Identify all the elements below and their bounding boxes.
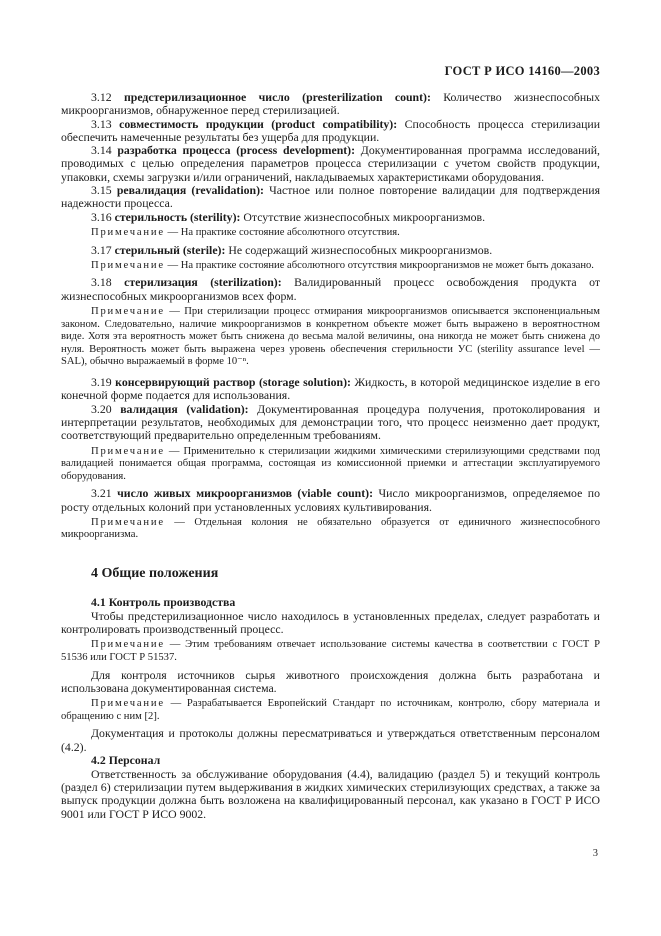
note-3-16 (61, 227, 600, 240)
term-number: 3.20 (91, 401, 112, 416)
term-name: предстерилизационное число (presterilization count): (123, 90, 431, 104)
term-number: 3.15 (91, 183, 112, 198)
definition-3-14 (61, 144, 600, 184)
section-4-1-paragraph-2: Для контроля источников сырья животного происхождения должна быть разработана и использована документированная система. (61, 667, 600, 695)
term-name: стерильность (sterility): (114, 209, 241, 224)
term-definition: Жидкость, в которой медицинское изделие в его конечной форме подается для использования. (61, 375, 601, 403)
page-number: 3 (592, 848, 598, 859)
term-number: 3.19 (91, 375, 112, 390)
note-3-18 (61, 306, 600, 369)
definition-3-18 (61, 276, 600, 303)
section-4-1-paragraph-1: Чтобы предстерилизационное число находилось в установленных пределах, следует разработать и контролировать производственный процесс. (61, 608, 600, 637)
term-name: консервирующий раствор (storage solution): (115, 375, 351, 390)
section-4-2-paragraph-1: Ответственность за обслуживание оборудования (4.4), валидацию (раздел 5) и текущий контроль (раздел 6) стерилизации путем выдерживания в жидких химических стерилизующих средствах, а также за выпуск продукции должна быть возложена на квалифицированный персонал, как указано в ГОСТ Р ИСО 9001 или ГОСТ Р ИСО 9002. (61, 766, 600, 821)
note-label: Примечание (91, 698, 165, 710)
term-definition: Документированная процедура получения, протоколирования и интерпретации результатов, необходимых для демонстрации того, что процесс неизменно дает продукт, соответствующий предварительно определенным требованиям. (61, 401, 601, 443)
term-name: разработка процесса (process development): (117, 143, 356, 158)
term-name: валидация (validation): (120, 401, 249, 416)
definition-3-13 (61, 118, 600, 145)
term-number: 3.21 (91, 486, 112, 501)
definition-3-17 (61, 244, 600, 257)
term-number: 3.18 (91, 275, 112, 290)
term-definition: Не содержащий жизнеспособных микроорганизмов. (228, 242, 493, 257)
note-text: — На практике состояние абсолютного отсутствия. (167, 226, 400, 238)
term-number: 3.12 (91, 90, 112, 104)
note-3-20 (61, 446, 600, 484)
note-3-17 (61, 260, 600, 273)
note-label: Примечание (91, 306, 165, 318)
note-text: — Разрабатывается Европейский Стандарт по источникам, контролю, сбору материала и обращению с ним [2]. (61, 698, 600, 722)
term-definition: Число микроорганизмов, определяемое по росту отдельных колоний при установленных условиях культивирования. (61, 486, 601, 514)
note-text: — На практике состояние абсолютного отсутствия микроорганизмов не может быть доказано. (167, 259, 594, 271)
definition-3-20 (61, 403, 600, 443)
term-name: стерилизация (sterilization): (124, 275, 282, 290)
note-text: — Этим требованиям отвечает использование системы качества в соответствии с ГОСТ Р 51536 или ГОСТ Р 51537. (61, 639, 600, 664)
section-4-1-paragraph-3: Документация и протоколы должны пересматриваться и утверждаться ответственным персоналом (4.2). (61, 726, 600, 754)
note-label: Примечание (91, 226, 165, 238)
term-number: 3.17 (91, 242, 112, 257)
document-header: ГОСТ Р ИСО 14160—2003 (444, 64, 600, 78)
term-definition: Документированная программа исследований, проводимых с целью определения параметров процесса стерилизации с учетом свойств продукции, упаковки, схемы загрузки и/или ограничений, накладываемых характеристиками оборудования. (61, 143, 601, 184)
note-label: Примечание (91, 639, 165, 651)
section-4-heading: 4 Общие положения (91, 566, 219, 582)
term-name: стерильный (sterile): (114, 242, 226, 257)
definition-3-19 (61, 376, 600, 403)
definition-3-12 (61, 91, 600, 118)
note-3-21 (61, 517, 600, 542)
term-definition: Количество жизнеспособных микроорганизмов, обнаруженное перед стерилизацией. (61, 90, 600, 118)
section-4-2-heading: 4.2 Персонал (91, 753, 161, 768)
note-label: Примечание (91, 516, 165, 528)
section-4-1-heading: 4.1 Контроль производства (91, 595, 236, 610)
note-label: Примечание (91, 445, 165, 457)
definition-3-15 (61, 184, 600, 211)
definition-3-21 (61, 487, 600, 514)
definition-3-16 (61, 211, 600, 224)
note-label: Примечание (91, 259, 165, 271)
term-definition: Способность процесса стерилизации обеспечить намеченные результаты без ущерба для продукции. (61, 116, 601, 144)
term-definition: Частное или полное повторение валидации для подтверждения надежности процесса. (61, 183, 600, 211)
note-text: — Применительно к стерилизации жидкими химическими стерилизующими средствами под валидацией понимается общая программа, состоящая из комиссионной приемки и аттестации эксплуатируемого оборудования. (61, 445, 600, 482)
term-number: 3.14 (91, 143, 112, 158)
term-name: число живых микроорганизмов (viable count): (117, 486, 373, 501)
document-body (61, 91, 600, 821)
note-4-1-a (61, 639, 600, 664)
note-4-1-b (61, 698, 600, 723)
term-name: ревалидация (revalidation): (116, 183, 264, 198)
term-definition: Валидированный процесс освобождения продукта от жизнеспособных микроорганизмов всех форм. (61, 275, 600, 303)
note-text: — При стерилизации процесс отмирания микроорганизмов описывается экспоненциальным законом. Следовательно, наличие микроорганизмов в конкретном объекте может быть выражено в вероятностном виде. Хотя эта вероятность может быть снижена до весьма малой величины, она никогда не может быть снижена до нуля. Вероятность может быть выражена через уровень обеспечения стерильности УС (sterility assurance level — SAL), обычно выражаемый в форме 10⁻ⁿ. (61, 306, 600, 368)
term-definition: Отсутствие жизнеспособных микроорганизмов. (243, 209, 486, 224)
term-number: 3.13 (91, 116, 112, 131)
term-name: совместимость продукции (product compatibility): (119, 116, 398, 131)
note-text: — Отдельная колония не обязательно образуется от единичного жизнеспособного микроорганизма. (61, 516, 600, 541)
term-number: 3.16 (91, 209, 112, 224)
